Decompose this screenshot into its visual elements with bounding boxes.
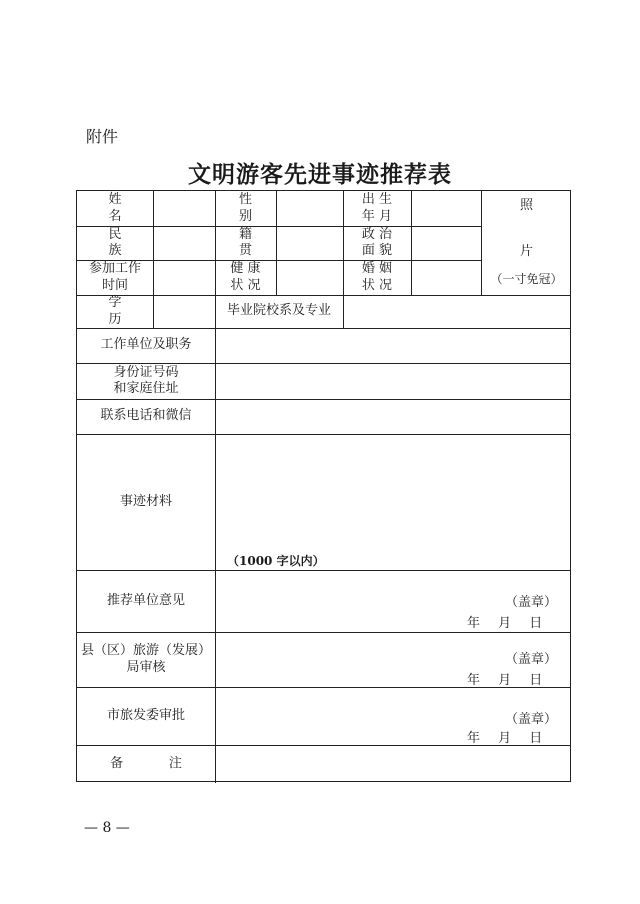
deeds-label: 事迹材料	[119, 493, 172, 509]
birth-date-label: 出 生 年 月	[361, 192, 393, 224]
school-major-value[interactable]	[343, 295, 572, 328]
marital-status-label: 婚 姻 状 况	[361, 261, 393, 293]
page-number: — 8 —	[84, 820, 130, 836]
name-label: 姓 名	[108, 192, 134, 224]
recommendation-form	[76, 190, 571, 782]
education-value[interactable]	[153, 295, 215, 328]
ethnicity-label: 民 族	[108, 226, 134, 258]
marital-status-value[interactable]	[411, 260, 481, 295]
id-address-value[interactable]	[215, 363, 572, 399]
gender-value[interactable]	[276, 191, 343, 226]
date-text: 年 月 日	[467, 616, 543, 631]
seal-text: （盖章）	[505, 595, 558, 610]
city-approval-label: 市旅发委审批	[106, 707, 185, 723]
date-text: 年 月 日	[467, 673, 543, 688]
id-address-label: 身份证号码 和家庭住址	[113, 364, 179, 396]
remarks-value[interactable]	[215, 745, 572, 783]
political-status-label: 政 治 面 貌	[361, 226, 393, 258]
work-start-value[interactable]	[153, 260, 215, 295]
deeds-value[interactable]	[215, 434, 572, 570]
political-status-value[interactable]	[411, 226, 481, 260]
native-place-label: 籍 贯	[238, 226, 264, 258]
birth-date-value[interactable]	[411, 191, 481, 226]
ethnicity-value[interactable]	[153, 226, 215, 260]
education-label: 学 历	[108, 295, 134, 327]
attachment-label: 附件	[86, 127, 119, 146]
health-value[interactable]	[276, 260, 343, 295]
contact-value[interactable]	[215, 399, 572, 434]
work-unit-label: 工作单位及职务	[100, 337, 192, 353]
photo-note: （一寸免冠）	[490, 271, 563, 286]
seal-text: （盖章）	[505, 712, 558, 727]
county-review-label: 县（区）旅游（发展） 局审核	[80, 643, 211, 675]
contact-label: 联系电话和微信	[100, 408, 192, 424]
name-value[interactable]	[153, 191, 215, 226]
work-unit-value[interactable]	[215, 328, 572, 363]
remarks-label: 备 注	[110, 755, 203, 771]
form-title: 文明游客先进事迹推荐表	[188, 161, 452, 188]
school-major-label: 毕业院校系及专业	[226, 303, 331, 319]
date-text: 年 月 日	[467, 731, 543, 746]
work-start-label: 参加工作 时间	[88, 261, 141, 293]
photo-label: 照	[519, 197, 533, 213]
gender-label: 性 别	[238, 192, 264, 224]
recommend-unit-label: 推荐单位意见	[106, 592, 185, 608]
health-label: 健 康 状 况	[230, 261, 261, 293]
photo-label: 片	[519, 243, 533, 259]
deeds-word-limit-note: （1000 字以内）	[227, 554, 325, 568]
native-place-value[interactable]	[276, 226, 343, 260]
seal-text: （盖章）	[505, 652, 558, 667]
